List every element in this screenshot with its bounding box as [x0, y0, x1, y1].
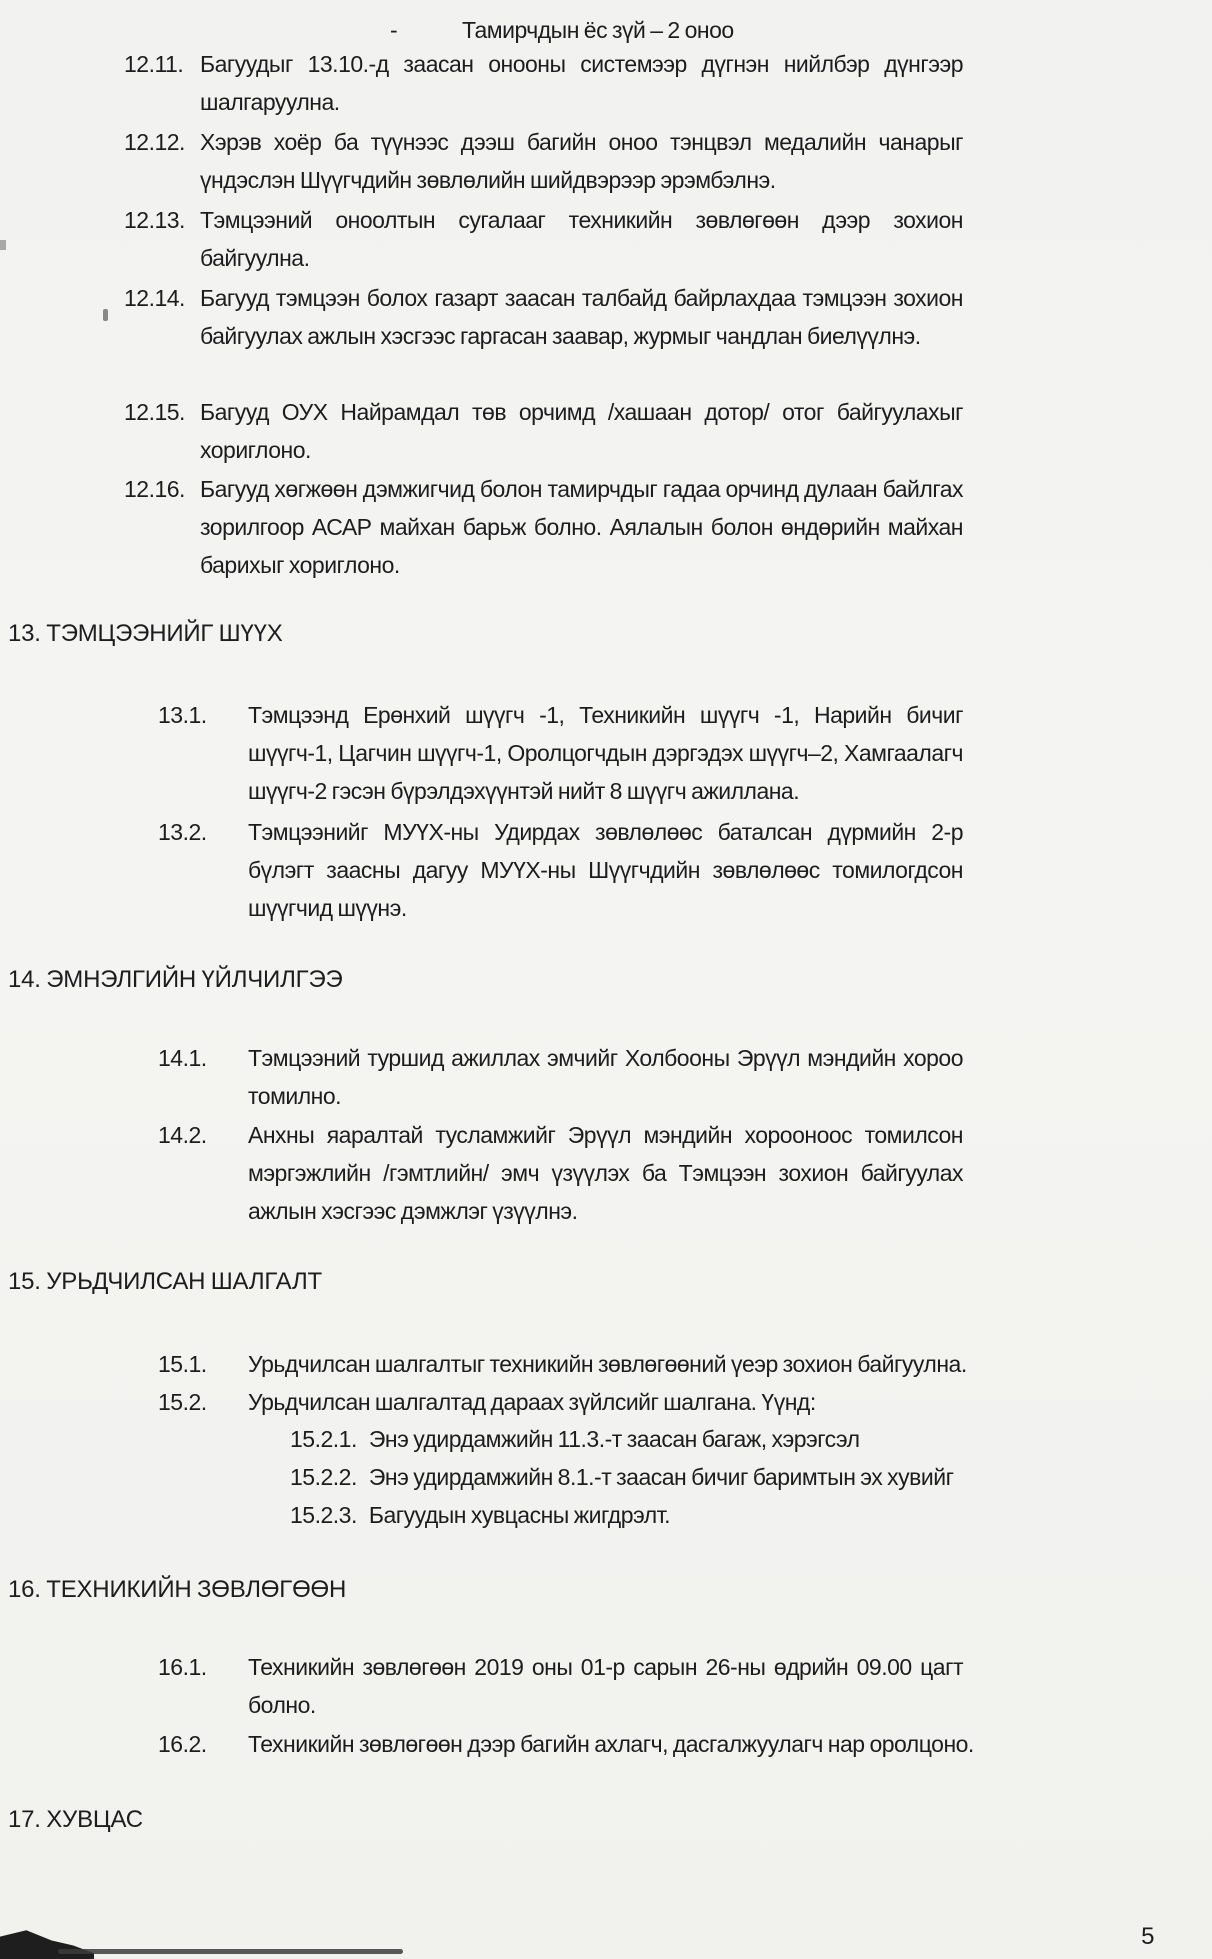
section-heading: 16. ТЕХНИКИЙН ЗӨВЛӨГӨӨН — [8, 1576, 347, 1603]
clause-text: Анхны яаралтай тусламжийг Эрүүл мэндийн хорооноос томилсон мэргэжлийн /гэмтлийн/ эмч үзүүлэх ба Тэмцээн зохион байгуулах ажлын хэсгээс дэмжлэг үзүүлнэ. — [248, 1122, 963, 1224]
scan-artifact — [0, 240, 6, 250]
clause-text: Тэмцээнд Ерөнхий шүүгч -1, Техникийн шүүгч -1, Нарийн бичиг шүүгч-1, Цагчин шүүгч-1, Оролцогчдын дэргэдэх шүүгч–2, Хамгаалагч шүүгч-2 гэсэн бүрэлдэхүүнтэй нийт 8 шүүгч ажиллана. — [248, 702, 963, 804]
page-number: 5 — [1141, 1923, 1154, 1950]
clause-item — [158, 1039, 963, 1115]
clause-number: 12.13. — [124, 207, 185, 233]
sub-clause-item — [290, 1458, 953, 1496]
scan-artifact — [0, 1927, 94, 1959]
clause-number: 15.2. — [158, 1389, 207, 1415]
clause-item — [158, 696, 963, 810]
clause-number: 12.12. — [124, 129, 185, 155]
scan-artifact — [103, 309, 108, 321]
sub-clause-item — [290, 1420, 860, 1458]
clause-item — [158, 1648, 963, 1724]
clause-item — [158, 1345, 967, 1383]
clause-number: 13.2. — [158, 819, 207, 845]
bullet-line — [390, 11, 734, 49]
section-heading: 13. ТЭМЦЭЭНИЙГ ШҮҮХ — [8, 620, 283, 647]
clause-text: Багууд тэмцээн болох газарт заасан талбайд байрлахдаа тэмцээн зохион байгуулах ажлын хэсгээс гаргасан заавар, журмыг чандлан биелүүлнэ. — [200, 285, 963, 349]
section-heading: 15. УРЬДЧИЛСАН ШАЛГАЛТ — [8, 1268, 322, 1295]
clause-text: Хэрэв хоёр ба түүнээс дээш багийн оноо тэнцвэл медалийн чанарыг үндэслэн Шүүгчдийн зөвлөлийн шийдвэрээр эрэмбэлнэ. — [200, 129, 963, 193]
clause-item — [158, 1116, 963, 1230]
section-heading: 17. ХУВЦАС — [8, 1806, 143, 1833]
clause-number: 12.16. — [124, 476, 185, 502]
clause-number: 12.11. — [124, 51, 184, 77]
clause-text: Багууд ОУХ Найрамдал төв орчимд /хашаан дотор/ отог байгуулахыг хориглоно. — [200, 399, 963, 463]
sub-clause-number: 15.2.3. — [290, 1502, 357, 1528]
clause-text: Техникийн зөвлөгөөн дээр багийн ахлагч, дасгалжуулагч нар оролцоно. — [248, 1731, 974, 1757]
clause-item — [124, 393, 963, 469]
clause-text: Тэмцээний оноолтын сугалааг техникийн зөвлөгөөн дээр зохион байгуулна. — [200, 207, 963, 271]
bullet-line-text: Тамирчдын ёс зүй – 2 оноо — [462, 17, 734, 43]
clause-text: Багуудыг 13.10.-д заасан онооны системээр дүгнэн нийлбэр дүнгээр шалгаруулна. — [200, 51, 963, 115]
clause-text: Тэмцээнийг МУҮХ-ны Удирдах зөвлөлөөс баталсан дүрмийн 2-р бүлэгт заасны дагуу МУҮХ-ны Шүүгчдийн зөвлөлөөс томилогдсон шүүгчид шүүнэ. — [248, 819, 963, 921]
clause-text: Урьдчилсан шалгалтыг техникийн зөвлөгөөний үеэр зохион байгуулна. — [248, 1351, 967, 1377]
clause-text: Урьдчилсан шалгалтад дараах зүйлсийг шалгана. Үүнд: — [248, 1389, 816, 1415]
clause-item — [124, 201, 963, 277]
clause-number: 15.1. — [158, 1351, 207, 1377]
clause-item — [158, 1725, 974, 1763]
clause-number: 12.14. — [124, 285, 185, 311]
clause-text: Техникийн зөвлөгөөн 2019 оны 01-р сарын 26-ны өдрийн 09.00 цагт болно. — [248, 1654, 963, 1718]
sub-clause-number: 15.2.2. — [290, 1464, 357, 1490]
clause-number: 12.15. — [124, 399, 185, 425]
clause-item — [124, 279, 963, 355]
sub-clause-item — [290, 1496, 670, 1534]
sub-clause-text: Багуудын хувцасны жигдрэлт. — [368, 1502, 671, 1528]
clause-item — [124, 45, 963, 121]
clause-number: 16.2. — [158, 1731, 207, 1757]
clause-number: 14.1. — [158, 1045, 207, 1071]
section-heading: 14. ЭМНЭЛГИЙН ҮЙЛЧИЛГЭЭ — [8, 966, 343, 993]
clause-number: 14.2. — [158, 1122, 207, 1148]
clause-item — [124, 470, 963, 584]
clause-item — [158, 1383, 963, 1421]
clause-text: Тэмцээний туршид ажиллах эмчийг Холбооны Эрүүл мэндийн хороо томилно. — [248, 1045, 963, 1109]
clause-item — [124, 123, 963, 199]
clause-number: 13.1. — [158, 702, 207, 728]
sub-clause-number: 15.2.1. — [290, 1426, 357, 1452]
bullet-dash: - — [390, 17, 398, 43]
sub-clause-text: Энэ удирдамжийн 11.3.-т заасан багаж, хэрэгсэл — [368, 1426, 860, 1452]
clause-item — [158, 813, 963, 927]
sub-clause-text: Энэ удирдамжийн 8.1.-т заасан бичиг баримтын эх хувийг — [368, 1464, 954, 1490]
clause-number: 16.1. — [158, 1654, 207, 1680]
clause-text: Багууд хөгжөөн дэмжигчид болон тамирчдыг гадаа орчинд дулаан байлгах зорилгоор АСАР майхан барьж болно. Аялалын болон өндөрийн майхан барихыг хориглоно. — [200, 476, 963, 578]
scan-artifact — [58, 1949, 403, 1954]
